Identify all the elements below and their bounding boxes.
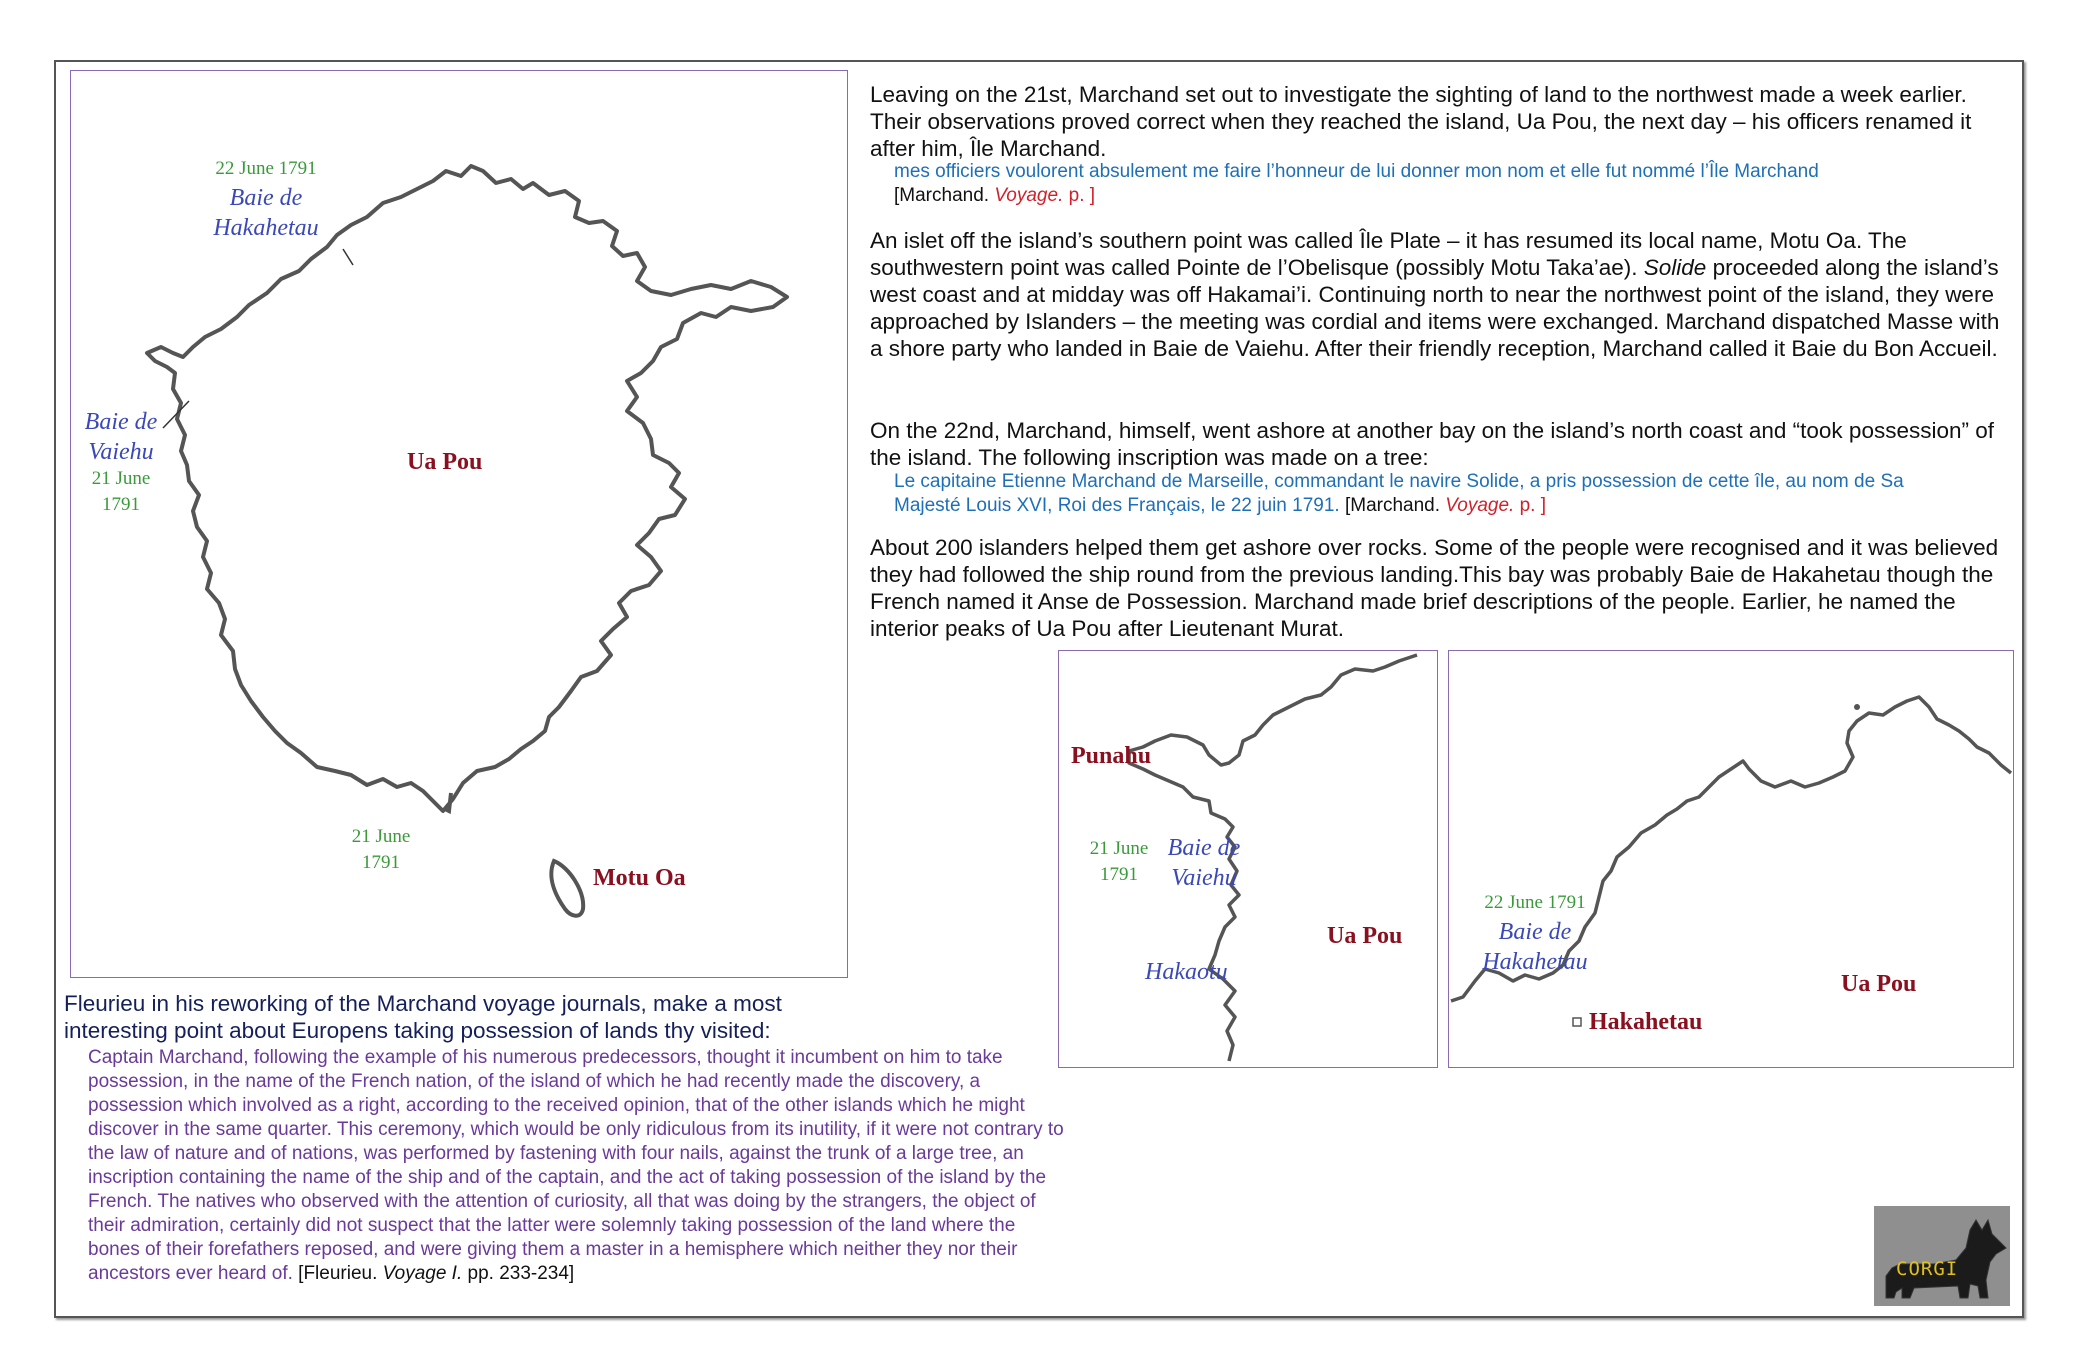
motu-oa-islet xyxy=(551,861,583,916)
motu-oa-label: Motu Oa xyxy=(593,865,686,891)
south-date-line1: 21 June xyxy=(351,826,411,847)
quote-officers-source-c: p. ] xyxy=(1063,185,1096,206)
quote-fleurieu-source-b: Voyage I. xyxy=(382,1263,463,1284)
ua-pou-coastline xyxy=(147,166,787,811)
paragraph-islet xyxy=(870,227,2010,362)
quote-inscription-source-b: Voyage. xyxy=(1445,495,1515,516)
quote-officers-source-b: Voyage. xyxy=(994,185,1064,206)
quote-inscription-source-a: [Marchand. xyxy=(1339,495,1446,516)
quote-officers-source-a: [Marchand. xyxy=(894,185,995,206)
quote-fleurieu-text: Captain Marchand, following the example of his numerous predecessors, thought it incumbent on him to take possession, in the name of the French nation, of the island of which he had recently made the discovery, a possession which involved as a right, according to the received opinion, that of the other islands which he might discover in the same quarter. This ceremony, which would be only ridiculous from its inutility, if it were not contrary to the law of nature and of nations, was performed by fastening with four nails, against the trunk of a large tree, an inscription containing the name of the ship and of the captain, and the act of taking possession of the island by the French. The natives who observed with the attention of curiosity, all that was doing by the strangers, the object of their admiration, certainly did not suspect that the latter were solemnly taking possession of the land where the bones of their forefathers reposed, and were giving them a master in a hemisphere which neither they nor their ancestors ever heard of. xyxy=(88,1047,1064,1284)
hakahetau-bay-label-line1: Baie de xyxy=(229,185,303,211)
corgi-silhouette-icon xyxy=(1874,1206,2010,1306)
inset-north-coastline xyxy=(1449,651,2013,1067)
hakahetau-village-label: Hakahetau xyxy=(1589,1009,1703,1035)
inset-west-ua-pou-label: Ua Pou xyxy=(1327,923,1403,949)
hakahetau-village-marker xyxy=(1573,1018,1581,1026)
vaiehu-bay-label-line2: Vaiehu xyxy=(88,439,154,465)
hakahetau-leader-line xyxy=(343,249,353,265)
quote-fleurieu-source-c: pp. 233-234] xyxy=(462,1263,575,1284)
inset-north-bay-line1: Baie de xyxy=(1498,919,1572,945)
inset-west-bay-line2: Vaiehu xyxy=(1171,865,1237,891)
vaiehu-date-line1: 21 June xyxy=(91,468,151,489)
vaiehu-date-line2: 1791 xyxy=(102,494,140,515)
inset-north-islet-dot xyxy=(1854,704,1860,710)
paragraph-islet-ship: Solide xyxy=(1643,255,1707,280)
paragraph-fleurieu: Fleurieu in his reworking of the Marchand voyage journals, make a most interesting point about Europens taking possession of lands thy visited: xyxy=(64,991,782,1043)
inset-north-date: 22 June 1791 xyxy=(1484,892,1586,913)
quote-fleurieu-source-a: [Fleurieu. xyxy=(292,1263,383,1284)
inset-west-date-line2: 1791 xyxy=(1100,864,1138,885)
punahu-label: Punahu xyxy=(1071,743,1152,769)
vaiehu-bay-label-line1: Baie de xyxy=(84,409,158,435)
quote-inscription-text: Le capitaine Etienne Marchand de Marseille, commandant le navire Solide, a pris possession de cette île, au nom de Sa Majesté Louis XVI, Roi des Français, le 22 juin 1791. xyxy=(894,471,1904,516)
paragraph-leaving: Leaving on the 21st, Marchand set out to investigate the sighting of land to the northwest made a week earlier. Their observations proved correct when they reached the island, Ua Pou, the next day – his officers renamed it after him, Île Marchand. xyxy=(870,82,1972,161)
south-date-line2: 1791 xyxy=(362,852,400,873)
hakahetau-date-label: 22 June 1791 xyxy=(215,158,317,179)
paragraph-islanders: About 200 islanders helped them get ashore over rocks. Some of the people were recognised and it was believed they had followed the ship round from the previous landing.This bay was probably Baie de Hakahetau though the French named it Anse de Possession. Marchand made brief descriptions of the people. Earlier, he named the interior peaks of Ua Pou after Lieutenant Murat. xyxy=(870,535,1999,641)
paragraph-22nd: On the 22nd, Marchand, himself, went ashore at another bay on the island’s north coast and “took possession” of the island. The following inscription was made on a tree: xyxy=(870,418,1995,470)
quote-inscription-source-c: p. ] xyxy=(1514,495,1546,516)
quote-officers xyxy=(894,160,2004,208)
quote-officers-text: mes officiers voulorent absulement me faire l’honneur de lui donner mon nom et elle fut nommé l’Île Marchand xyxy=(894,161,1819,182)
hakaotu-label: Hakaotu xyxy=(1145,959,1228,985)
inset-map-west xyxy=(1058,650,1438,1068)
inset-north-bay-line2: Hakahetau xyxy=(1482,949,1588,975)
quote-inscription xyxy=(894,470,1954,518)
inset-north-ua-pou-label: Ua Pou xyxy=(1841,971,1917,997)
paragraph-islet-part1: An islet off the island’s southern point was called Île Plate – it has resumed its local name, Motu Oa. The southwestern point was called Pointe de l’Obelisque (possibly Motu Taka’ae). xyxy=(870,228,1907,280)
hakahetau-bay-label-line2: Hakahetau xyxy=(213,215,319,241)
south-point-nub xyxy=(445,793,451,811)
corgi-logo xyxy=(1874,1206,2010,1306)
corgi-logo-text: CORGI xyxy=(1896,1258,1959,1280)
inset-west-bay-line1: Baie de xyxy=(1167,835,1241,861)
inset-map-north xyxy=(1448,650,2014,1068)
paragraph-islet-part2: proceeded along the island’s west coast and at midday was off Hakamai’i. Continuing north to near the northwest point of the island, they were approached by Islanders – the meeting was cordial and items were exchanged. Marchand dispatched Masse with a shore party who landed in Baie de Vaiehu. After their friendly reception, Marchand called it Baie du Bon Accueil. xyxy=(870,255,2000,361)
inset-west-date-line1: 21 June xyxy=(1089,838,1149,859)
main-map xyxy=(70,70,848,978)
quote-fleurieu xyxy=(88,1046,1068,1286)
ua-pou-label: Ua Pou xyxy=(407,449,483,475)
